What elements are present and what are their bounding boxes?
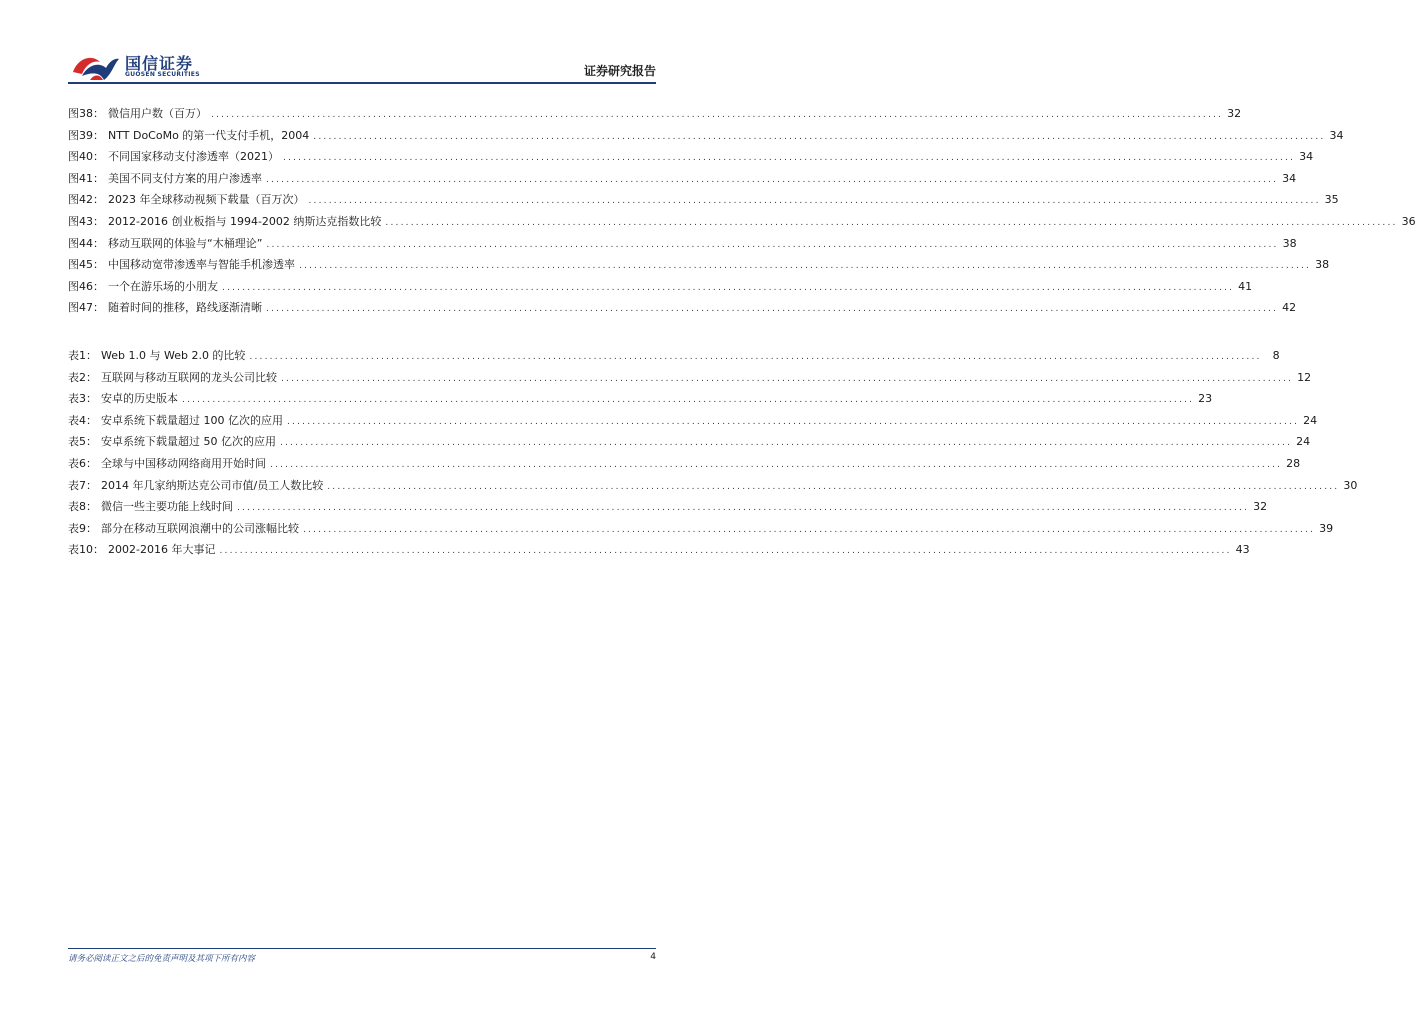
dot-leader: ........................................................................................................................................................................................................ bbox=[308, 196, 1321, 207]
table-entry-title: 全球与中国移动网络商用开始时间 bbox=[101, 456, 266, 470]
table-entry-label: 表1： bbox=[68, 349, 97, 362]
figure-entry-page-number: 34 bbox=[1329, 128, 1344, 142]
figure-entry-page-number: 42 bbox=[1282, 301, 1297, 315]
table-entry-title: 互联网与移动互联网的龙头公司比较 bbox=[101, 370, 277, 384]
dot-leader: ........................................................................................................................................................................................................ bbox=[182, 395, 1195, 406]
figure-entry-page-number: 34 bbox=[1299, 150, 1314, 164]
table-index-entry[interactable] bbox=[68, 475, 1358, 497]
table-index-entry[interactable] bbox=[68, 431, 1311, 453]
table-entry-page-number: 32 bbox=[1253, 500, 1268, 514]
dot-leader: ........................................................................................................................................................................................................ bbox=[249, 352, 1262, 362]
dot-leader: ........................................................................................................................................................................................................ bbox=[219, 546, 1232, 557]
table-entry-label: 表7： bbox=[68, 478, 97, 492]
figure-entry-page-number: 38 bbox=[1315, 258, 1330, 272]
figure-entry-title: 2012-2016 创业板指与 1994-2002 纳斯达克指数比较 bbox=[108, 214, 382, 228]
figure-index-entry[interactable] bbox=[68, 297, 1297, 319]
table-entry-title: 安卓系统下载量超过 50 亿次的应用 bbox=[101, 435, 276, 449]
figure-entry-page-number: 34 bbox=[1282, 171, 1297, 185]
header-divider bbox=[68, 82, 656, 84]
figure-entry-page-number: 38 bbox=[1282, 236, 1297, 250]
figure-entry-title: 不同国家移动支付渗透率（2021） bbox=[108, 150, 279, 164]
figure-entry-label: 图46： bbox=[68, 279, 104, 293]
figure-index-entry[interactable] bbox=[68, 125, 1344, 147]
table-entry-title: 微信一些主要功能上线时间 bbox=[101, 500, 233, 514]
figure-index-entry[interactable] bbox=[68, 189, 1339, 211]
figure-entry-title: 中国移动宽带渗透率与智能手机渗透率 bbox=[108, 258, 295, 272]
page-header bbox=[0, 0, 724, 90]
figure-index-entry[interactable] bbox=[68, 211, 1416, 233]
figure-entry-title: 微信用户数（百万） bbox=[108, 107, 207, 120]
table-entry-page-number: 30 bbox=[1343, 478, 1358, 492]
table-index-list bbox=[68, 345, 1358, 561]
dot-leader: ........................................................................................................................................................................................................ bbox=[327, 481, 1340, 492]
table-entry-label: 表10： bbox=[68, 543, 104, 557]
dot-leader: ........................................................................................................................................................................................................ bbox=[303, 524, 1316, 535]
dot-leader: ........................................................................................................................................................................................................ bbox=[299, 261, 1312, 272]
dot-leader: ........................................................................................................................................................................................................ bbox=[280, 438, 1293, 449]
figure-entry-title: NTT DoCoMo 的第一代支付手机，2004 bbox=[108, 128, 310, 142]
dot-leader: ........................................................................................................................................................................................................ bbox=[313, 131, 1326, 142]
brand-name-en: GUOSEN SECURITIES bbox=[125, 71, 200, 78]
figure-index-list bbox=[68, 103, 1416, 319]
table-entry-page-number: 28 bbox=[1286, 456, 1301, 470]
figure-entry-title: 移动互联网的体验与“木桶理论” bbox=[108, 236, 263, 250]
figure-index-entry[interactable] bbox=[68, 103, 1242, 125]
dot-leader: ........................................................................................................................................................................................................ bbox=[385, 217, 1398, 228]
figure-entry-title: 美国不同支付方案的用户渗透率 bbox=[108, 171, 262, 185]
dot-leader: ........................................................................................................................................................................................................ bbox=[222, 282, 1235, 293]
figure-entry-label: 图41： bbox=[68, 171, 104, 185]
table-entry-label: 表5： bbox=[68, 435, 97, 449]
page-number: 4 bbox=[650, 952, 656, 962]
table-index-entry[interactable] bbox=[68, 496, 1268, 518]
dot-leader: ........................................................................................................................................................................................................ bbox=[266, 304, 1279, 315]
table-entry-label: 表2： bbox=[68, 370, 97, 384]
table-entry-title: 部分在移动互联网浪潮中的公司涨幅比较 bbox=[101, 521, 299, 535]
figure-index-entry[interactable] bbox=[68, 233, 1297, 255]
figure-index-entry[interactable] bbox=[68, 276, 1253, 298]
table-entry-title: Web 1.0 与 Web 2.0 的比较 bbox=[101, 349, 246, 362]
figure-entry-label: 图39： bbox=[68, 128, 104, 142]
dot-leader: ........................................................................................................................................................................................................ bbox=[283, 153, 1296, 164]
dot-leader: ........................................................................................................................................................................................................ bbox=[270, 459, 1283, 470]
dot-leader: ........................................................................................................................................................................................................ bbox=[266, 239, 1279, 250]
table-index-entry[interactable] bbox=[68, 518, 1334, 540]
table-entry-title: 安卓系统下载量超过 100 亿次的应用 bbox=[101, 413, 283, 427]
table-entry-label: 表8： bbox=[68, 500, 97, 514]
figure-entry-label: 图40： bbox=[68, 150, 104, 164]
figure-entry-label: 图47： bbox=[68, 301, 104, 315]
table-entry-page-number: 23 bbox=[1198, 392, 1213, 406]
figure-index-entry[interactable] bbox=[68, 146, 1314, 168]
table-entry-title: 2014 年几家纳斯达克公司市值/员工人数比较 bbox=[101, 478, 324, 492]
dot-leader: ........................................................................................................................................................................................................ bbox=[287, 416, 1300, 427]
figure-entry-page-number: 36 bbox=[1401, 214, 1416, 228]
brand-logo bbox=[70, 50, 210, 84]
dot-leader: ........................................................................................................................................................................................................ bbox=[281, 373, 1294, 384]
figure-entry-label: 图44： bbox=[68, 236, 104, 250]
dot-leader: ........................................................................................................................................................................................................ bbox=[237, 503, 1250, 514]
footer-disclaimer: 请务必阅读正文之后的免责声明及其项下所有内容 bbox=[68, 954, 256, 964]
table-index-entry[interactable] bbox=[68, 410, 1318, 432]
table-entry-label: 表9： bbox=[68, 521, 97, 535]
table-entry-label: 表4： bbox=[68, 413, 97, 427]
guosen-logo-icon bbox=[70, 50, 120, 84]
table-entry-label: 表3： bbox=[68, 392, 97, 406]
figure-entry-page-number: 32 bbox=[1227, 107, 1242, 120]
table-entry-page-number: 43 bbox=[1235, 543, 1250, 557]
figure-entry-title: 一个在游乐场的小朋友 bbox=[108, 279, 218, 293]
table-entry-page-number: 24 bbox=[1296, 435, 1311, 449]
table-entry-title: 安卓的历史版本 bbox=[101, 392, 178, 406]
footer-divider bbox=[68, 948, 656, 949]
table-entry-page-number: 39 bbox=[1319, 521, 1334, 535]
figure-entry-page-number: 41 bbox=[1238, 279, 1253, 293]
figure-entry-title: 随着时间的推移，路线逐渐清晰 bbox=[108, 301, 262, 315]
figure-entry-page-number: 35 bbox=[1324, 193, 1339, 207]
table-index-entry[interactable] bbox=[68, 453, 1301, 475]
table-index-entry[interactable] bbox=[68, 367, 1312, 389]
figure-index-entry[interactable] bbox=[68, 254, 1330, 276]
table-entry-page-number: 24 bbox=[1303, 413, 1318, 427]
table-index-entry[interactable] bbox=[68, 388, 1213, 410]
figure-index-entry[interactable] bbox=[68, 168, 1297, 190]
table-entry-page-number: 8 bbox=[1272, 349, 1280, 362]
dot-leader: ........................................................................................................................................................................................................ bbox=[211, 110, 1224, 120]
figure-entry-label: 图43： bbox=[68, 214, 104, 228]
figure-entry-label: 图38： bbox=[68, 107, 104, 120]
table-entry-label: 表6： bbox=[68, 456, 97, 470]
dot-leader: ........................................................................................................................................................................................................ bbox=[266, 174, 1279, 185]
figure-entry-title: 2023 年全球移动视频下载量（百万次） bbox=[108, 193, 305, 207]
table-index-entry[interactable] bbox=[68, 539, 1250, 561]
table-entry-title: 2002-2016 年大事记 bbox=[108, 543, 216, 557]
brand-name-cn: 国信证券 bbox=[125, 54, 194, 73]
figure-entry-label: 图45： bbox=[68, 258, 104, 272]
table-entry-page-number: 12 bbox=[1297, 370, 1312, 384]
figure-entry-label: 图42： bbox=[68, 193, 104, 207]
report-type-label: 证券研究报告 bbox=[583, 64, 656, 78]
table-index-entry[interactable] bbox=[68, 345, 1280, 367]
